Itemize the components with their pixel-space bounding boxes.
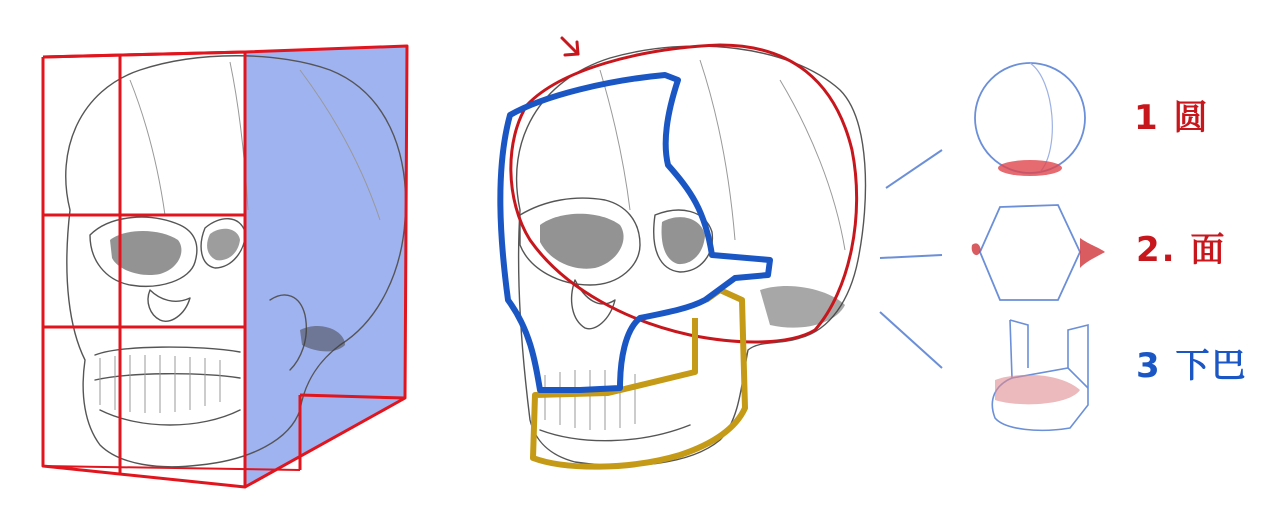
step-1-label: 1 圆: [1134, 98, 1210, 138]
zoned-skull-figure: [500, 38, 865, 467]
hexagon-plane-icon: [972, 205, 1105, 300]
side-plane-blue: [245, 46, 407, 487]
step-2-label: 2. 面: [1136, 230, 1227, 270]
boxed-skull-figure: [43, 46, 407, 487]
sphere-icon: [975, 63, 1085, 176]
arrow-mark-icon: [562, 38, 578, 55]
jaw-block-icon: [992, 320, 1088, 430]
skull-sketch-middle: [517, 46, 866, 465]
step-3-label: 3 下巴: [1136, 346, 1248, 386]
connector-lines: [880, 150, 942, 368]
